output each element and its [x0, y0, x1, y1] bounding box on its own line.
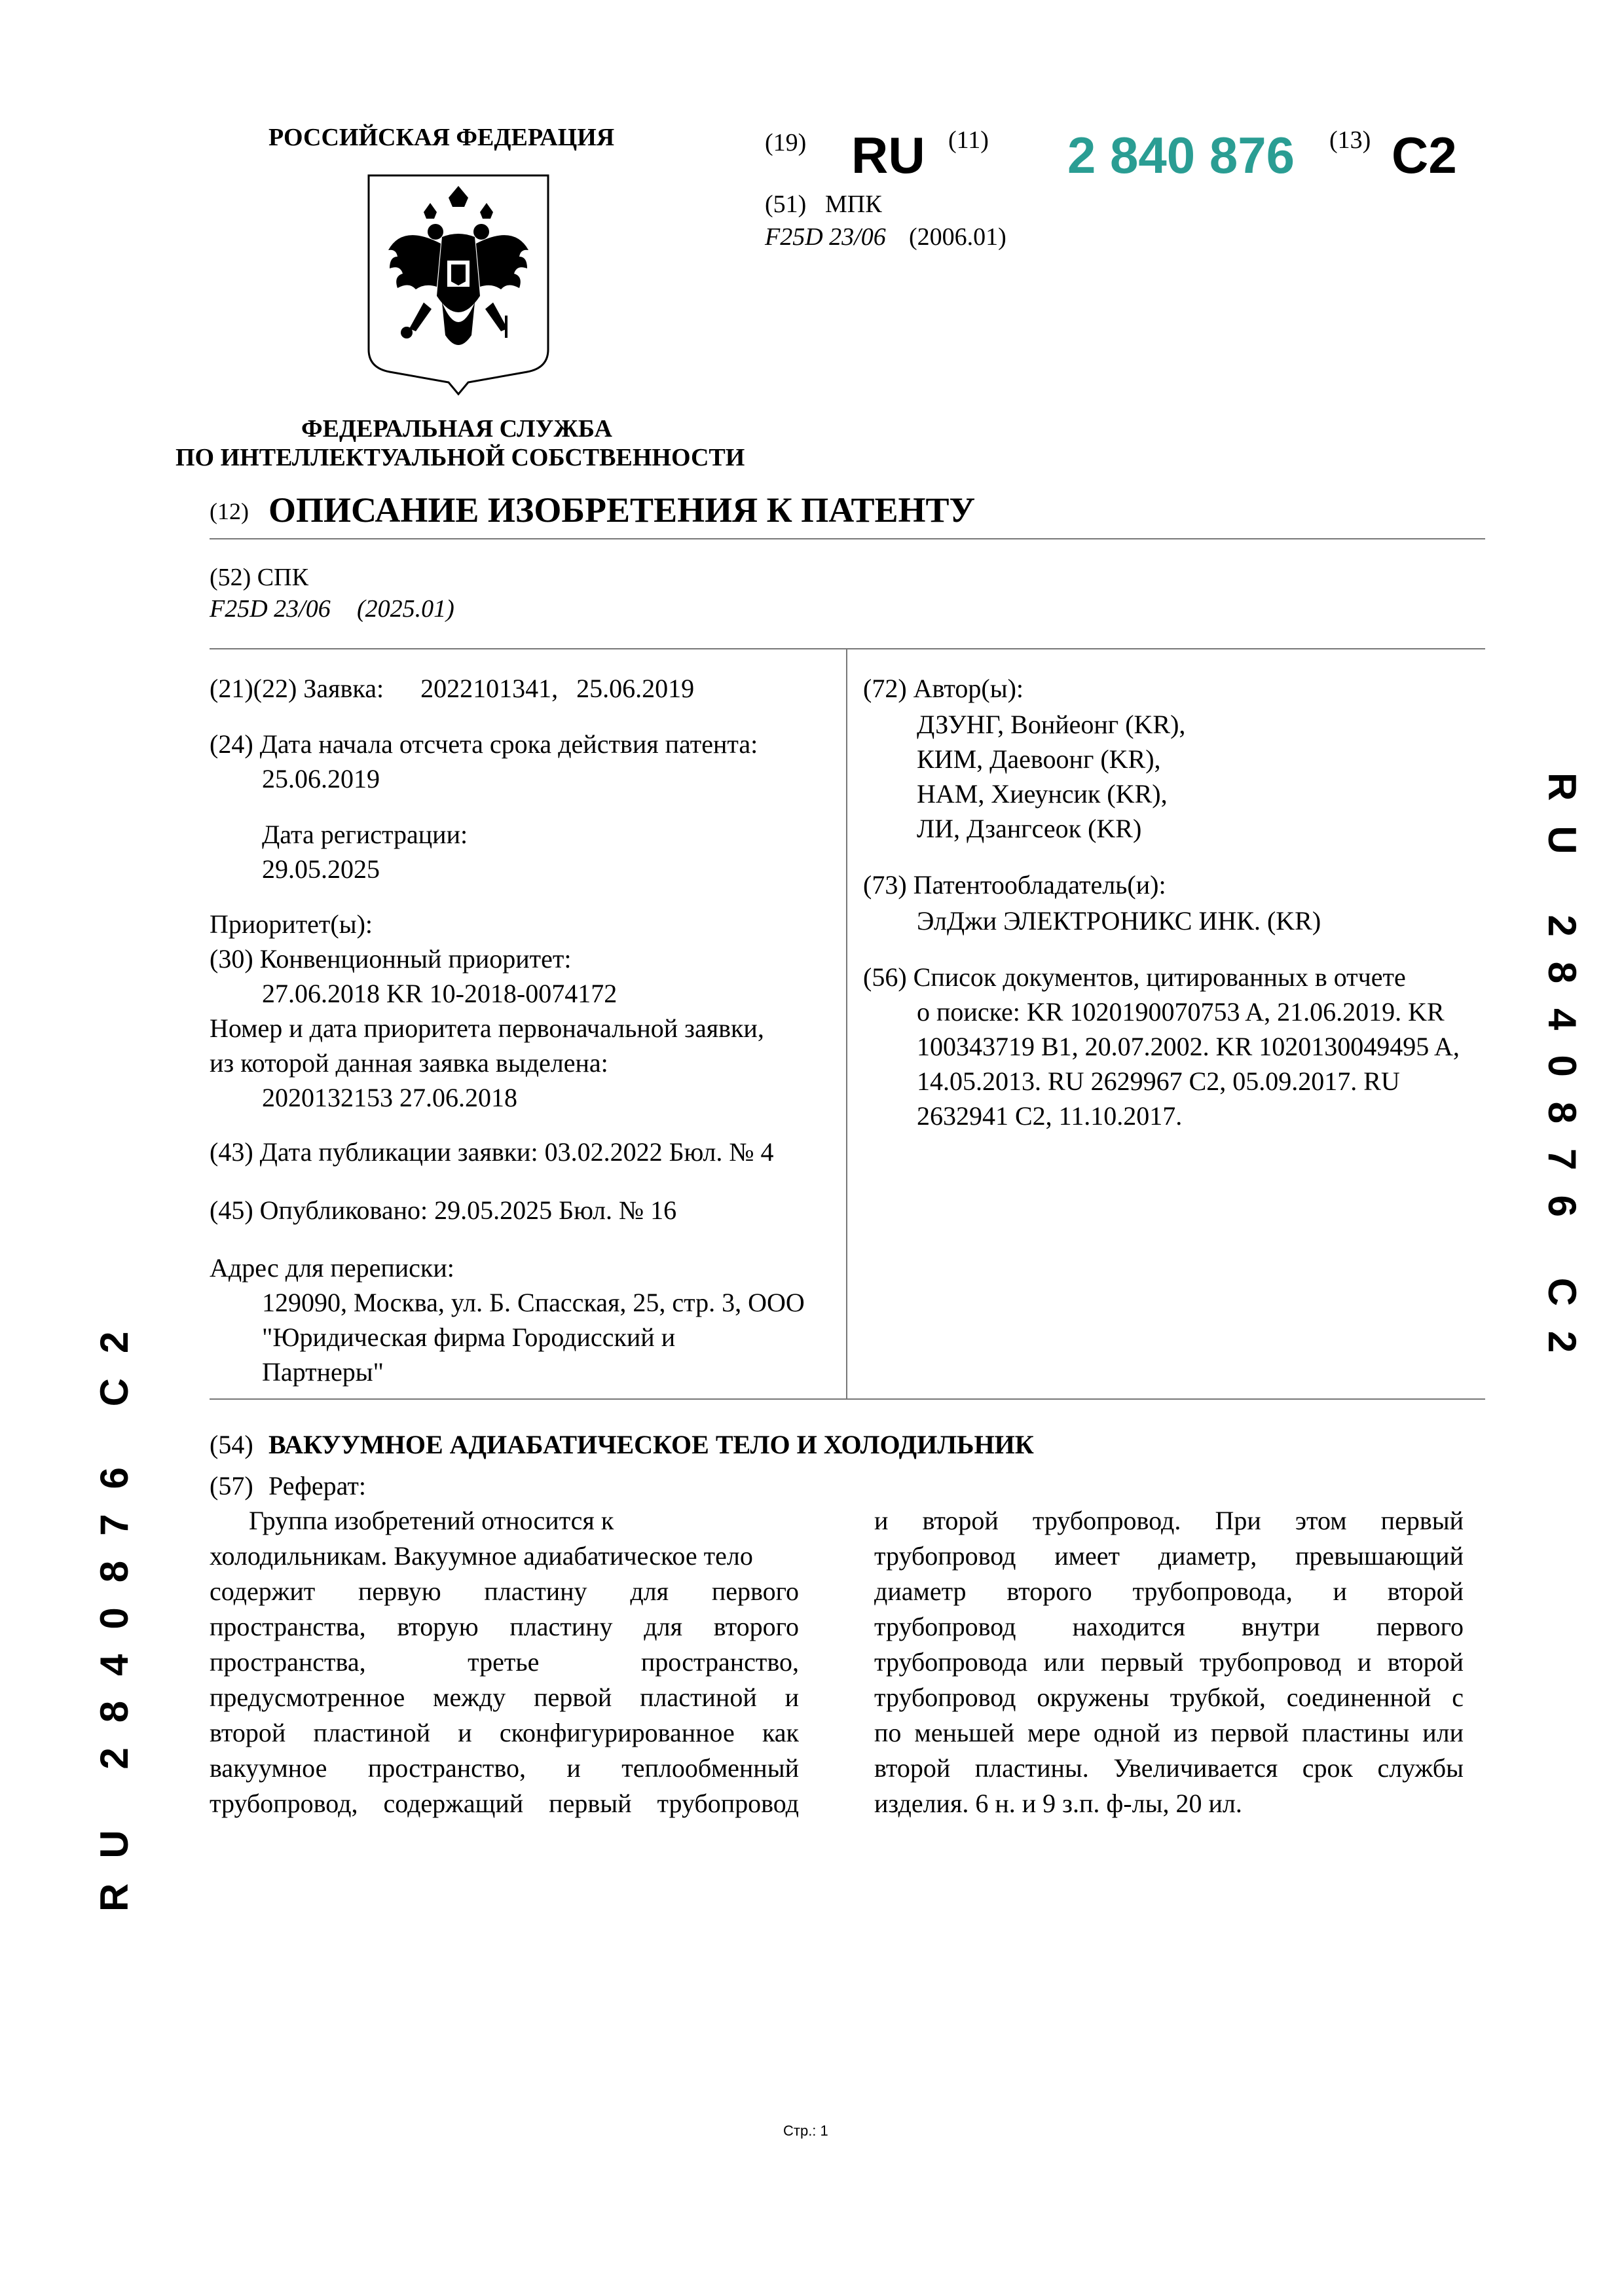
- coat-of-arms-emblem: [363, 172, 553, 395]
- address-label: Адрес для переписки:: [210, 1253, 454, 1283]
- application-date: 25.06.2019: [576, 674, 695, 703]
- address-line-2: "Юридическая фирма Городисский и: [262, 1322, 676, 1352]
- rule-bib-divider: [846, 648, 847, 1398]
- agency-name-line2: ПО ИНТЕЛЛЕКТУАЛЬНОЙ СОБСТВЕННОСТИ: [175, 444, 745, 471]
- published-row: [210, 1193, 676, 1228]
- original-priority-value: 2020132153 27.06.2018: [262, 1083, 517, 1112]
- code-12: (12): [210, 498, 249, 524]
- rule-bib-top: [210, 648, 1485, 649]
- patent-number: 2 840 876: [1067, 126, 1295, 184]
- application-publication-bulletin-number: 4: [760, 1137, 774, 1167]
- spk-label: (52) СПК: [210, 564, 308, 591]
- published-bulletin-number: 16: [650, 1195, 677, 1225]
- application-number: 2022101341,: [420, 674, 559, 703]
- abstract-line: Группа изобретений относится к: [249, 1506, 614, 1535]
- code-51: (51): [765, 191, 807, 218]
- abstract-line: холодильникам. Вакуумное адиабатическое тело: [210, 1541, 753, 1571]
- abstract-left-column: [210, 1503, 799, 1821]
- spk-class: F25D 23/06: [210, 595, 331, 623]
- application-publication-row: [210, 1135, 774, 1170]
- abstract-line: пространства, третье пространство,: [210, 1647, 799, 1677]
- published-date: 29.05.2025: [434, 1195, 553, 1225]
- abstract-line: трубопровод, содержащий первый трубопровод: [210, 1789, 799, 1818]
- document-title: ОПИСАНИЕ ИЗОБРЕТЕНИЯ К ПАТЕНТУ: [268, 490, 976, 530]
- author-item: НАМ, Хиеунсик (KR),: [917, 779, 1168, 809]
- term-start-label: (24) Дата начала отсчета срока действия патента:: [210, 729, 758, 759]
- original-priority-label-1: Номер и дата приоритета первоначальной заявки,: [210, 1013, 764, 1043]
- holder-name: ЭлДжи ЭЛЕКТРОНИКС ИНК. (KR): [917, 906, 1321, 936]
- page-number: Стр.: 1: [783, 2123, 828, 2139]
- side-label-left: RU 2840876 C2: [92, 1306, 136, 1912]
- published-label: (45) Опубликовано:: [210, 1195, 428, 1225]
- convention-priority-label: (30) Конвенционный приоритет:: [210, 944, 572, 974]
- application-label: (21)(22) Заявка:: [210, 674, 384, 703]
- abstract-line: и второй трубопровод. При этом первый: [874, 1506, 1464, 1535]
- side-label-right: RU 2840876 C2: [1540, 773, 1584, 1378]
- cited-docs-line: 14.05.2013. RU 2629967 C2, 05.09.2017. RU: [917, 1066, 1400, 1096]
- abstract-line: пространства, вторую пластину для второго: [210, 1612, 799, 1641]
- address-line-3: Партнеры": [262, 1357, 384, 1387]
- application-publication-date: 03.02.2022: [544, 1137, 663, 1167]
- abstract-right-column: [874, 1503, 1464, 1821]
- code-13: (13): [1329, 126, 1371, 154]
- address-line-1: 129090, Москва, ул. Б. Спасская, 25, стр. 3, ООО: [262, 1288, 805, 1317]
- abstract-line: диаметр второго трубопровода, и второй: [874, 1576, 1464, 1606]
- agency-name-line1: ФЕДЕРАЛЬНАЯ СЛУЖБА: [301, 415, 612, 443]
- application-row: [210, 671, 694, 706]
- abstract-line: вакуумное пространство, и теплообменный: [210, 1753, 799, 1783]
- convention-priority-value: 27.06.2018 KR 10-2018-0074172: [262, 979, 618, 1008]
- country-name: РОССИЙСКАЯ ФЕДЕРАЦИЯ: [268, 124, 615, 151]
- original-priority-label-2: из которой данная заявка выделена:: [210, 1048, 608, 1078]
- abstract-line: второй пластиной и сконфигурированное как: [210, 1718, 799, 1747]
- country-code: RU: [851, 126, 925, 184]
- author-item: КИМ, Даевоонг (KR),: [917, 744, 1161, 774]
- registration-date: 29.05.2025: [262, 854, 380, 884]
- cited-docs-line: о поиске: KR 1020190070753 A, 21.06.2019. KR: [917, 997, 1445, 1027]
- mpk-label: МПК: [825, 191, 882, 218]
- application-publication-label: (43) Дата публикации заявки:: [210, 1137, 538, 1167]
- authors-label: (72) Автор(ы):: [863, 674, 1024, 703]
- holder-label: (73) Патентообладатель(и):: [863, 870, 1166, 900]
- author-item: ЛИ, Дзангсеок (KR): [917, 814, 1142, 843]
- abstract-label: Реферат:: [268, 1471, 366, 1501]
- code-11: (11): [948, 126, 989, 154]
- cited-docs-label: (56) Список документов, цитированных в отчете: [863, 962, 1406, 992]
- abstract-line: трубопровод находится внутри первого: [874, 1612, 1464, 1641]
- mpk-class: F25D 23/06: [765, 223, 886, 251]
- mpk-version: (2006.01): [909, 223, 1006, 251]
- abstract-line: трубопровода или первый трубопровод и второй: [874, 1647, 1464, 1677]
- abstract-line: трубопровод имеет диаметр, превышающий: [874, 1541, 1464, 1571]
- abstract-line: второй пластины. Увеличивается срок службы: [874, 1753, 1464, 1783]
- published-bulletin: Бюл. №: [559, 1195, 644, 1225]
- code-19: (19): [765, 129, 807, 156]
- registration-label: Дата регистрации:: [262, 820, 468, 849]
- priority-label: Приоритет(ы):: [210, 909, 373, 939]
- kind-code: C2: [1392, 126, 1457, 184]
- abstract-line: по меньшей мере одной из первой пластины или: [874, 1718, 1464, 1747]
- abstract-line: предусмотренное между первой пластиной и: [210, 1683, 799, 1712]
- rule-title: [210, 538, 1485, 539]
- code-57: (57): [210, 1471, 253, 1501]
- term-start-date: 25.06.2019: [262, 764, 380, 793]
- abstract-line: трубопровод окружены трубкой, соединенной с: [874, 1683, 1464, 1712]
- author-item: ДЗУНГ, Вонйеонг (KR),: [917, 710, 1186, 739]
- cited-docs-line: 2632941 C2, 11.10.2017.: [917, 1101, 1183, 1131]
- invention-title: ВАКУУМНОЕ АДИАБАТИЧЕСКОЕ ТЕЛО И ХОЛОДИЛЬНИК: [268, 1430, 1034, 1459]
- abstract-line: содержит первую пластину для первого: [210, 1576, 799, 1606]
- code-54: (54): [210, 1430, 253, 1459]
- cited-docs-line: 100343719 B1, 20.07.2002. KR 1020130049495 A,: [917, 1032, 1460, 1061]
- rule-bib-bottom: [210, 1398, 1485, 1400]
- application-publication-bulletin: Бюл. №: [669, 1137, 754, 1167]
- spk-version: (2025.01): [357, 595, 454, 623]
- abstract-line: изделия. 6 н. и 9 з.п. ф-лы, 20 ил.: [874, 1789, 1242, 1818]
